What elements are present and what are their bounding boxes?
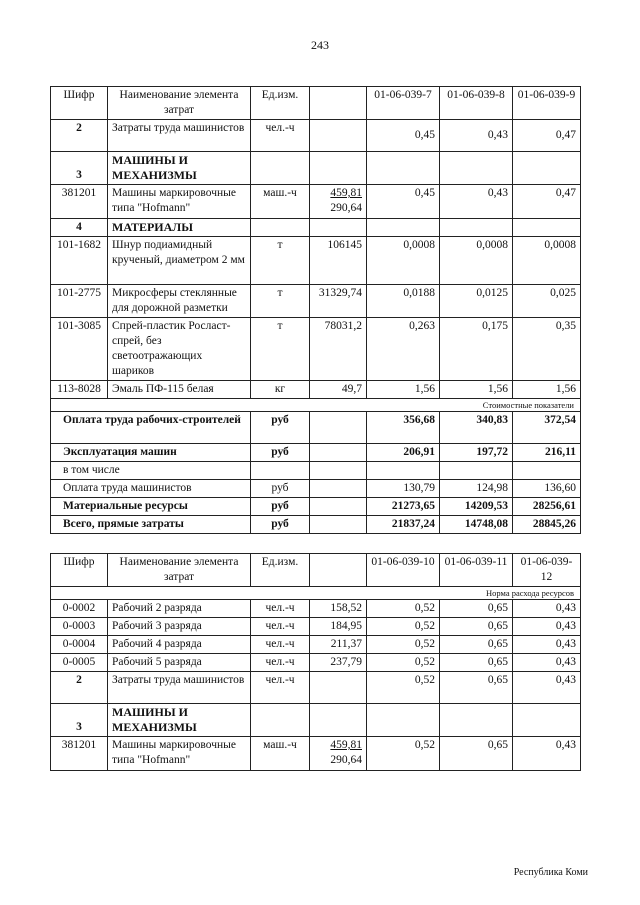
resource-table-1 [50,86,581,534]
header-col-11: 01-06-039-11 [440,554,513,587]
table-row: 101-1682 Шнур подиамидный крученый, диаметром 2 мм т 106145 0,0008 0,0008 0,0008 [51,237,581,285]
table-header-row [51,554,581,587]
cost-row: Всего, прямые затраты руб 21837,24 14748,08 28845,26 [51,516,581,534]
header-code: Шифр [51,554,108,587]
table-row: 381201 Машины маркировочные типа "Hofmann" маш.-ч 459,81 290,64 0,52 0,65 0,43 [51,737,581,771]
table-row: 101-2775 Микросферы стеклянные для дорожной разметки т 31329,74 0,0188 0,0125 0,025 [51,285,581,318]
section-row-materials: 4 МАТЕРИАЛЫ [51,219,581,237]
table-row: 0-0002 Рабочий 2 разряда чел.-ч 158,52 0,52 0,65 0,43 [51,600,581,618]
price-bottom: 290,64 [330,202,362,214]
header-col-7: 01-06-039-7 [367,87,440,120]
price-bottom: 290,64 [330,754,362,766]
header-col-12: 01-06-039-12 [513,554,581,587]
table-row: 0-0003 Рабочий 3 разряда чел.-ч 184,95 0,52 0,65 0,43 [51,618,581,636]
cost-row: Оплата труда рабочих-строителей руб 356,68 340,83 372,54 [51,412,581,444]
table-header-row [51,87,581,120]
table-row: 101-3085 Спрей-пластик Росласт-спрей, без светоотражающих шариков т 78031,2 0,263 0,175 0,35 [51,318,581,381]
cost-row: в том числе [51,462,581,480]
cost-row: Материальные ресурсы руб 21273,65 14209,53 28256,61 [51,498,581,516]
cost-row: Эксплуатация машин руб 206,91 197,72 216,11 [51,444,581,462]
norm-label: Норма расхода ресурсов [51,587,581,600]
header-name: Наименование элемента затрат [108,554,251,587]
header-unit: Ед.изм. [251,87,310,120]
section-row-machines: 3 МАШИНЫ И МЕХАНИЗМЫ [51,704,581,737]
table-row: 113-8028 Эмаль ПФ-115 белая кг 49,7 1,56 1,56 1,56 [51,381,581,399]
cost-indicators-row [51,399,581,412]
table-row: 0-0004 Рабочий 4 разряда чел.-ч 211,37 0,52 0,65 0,43 [51,636,581,654]
table-row: 381201 Машины маркировочные типа "Hofmann" маш.-ч 459,81 290,64 0,45 0,43 0,47 [51,185,581,219]
section-row-machines: 3 МАШИНЫ И МЕХАНИЗМЫ [51,152,581,185]
footer-region-label: Республика Коми [513,867,588,878]
cost-row: Оплата труда машинистов руб 130,79 124,98 136,60 [51,480,581,498]
table-row: 2 Затраты труда машинистов чел.-ч 0,45 0,43 0,47 [51,120,581,152]
table-row: 2 Затраты труда машинистов чел.-ч 0,52 0,65 0,43 [51,672,581,704]
header-code: Шифр [51,87,108,120]
page-number: 243 [311,38,329,52]
header-price [310,87,367,120]
header-col-10: 01-06-039-10 [367,554,440,587]
table-row: 0-0005 Рабочий 5 разряда чел.-ч 237,79 0,52 0,65 0,43 [51,654,581,672]
norm-row [51,587,581,600]
header-name: Наименование элемента затрат [108,87,251,120]
header-unit: Ед.изм. [251,554,310,587]
header-price [310,554,367,587]
resource-table-2 [50,553,581,771]
price-top: 459,81 [330,187,362,199]
cost-indicators-label: Стоимостные показатели [51,399,581,412]
price-top: 459,81 [330,739,362,751]
header-col-9: 01-06-039-9 [513,87,581,120]
header-col-8: 01-06-039-8 [440,87,513,120]
